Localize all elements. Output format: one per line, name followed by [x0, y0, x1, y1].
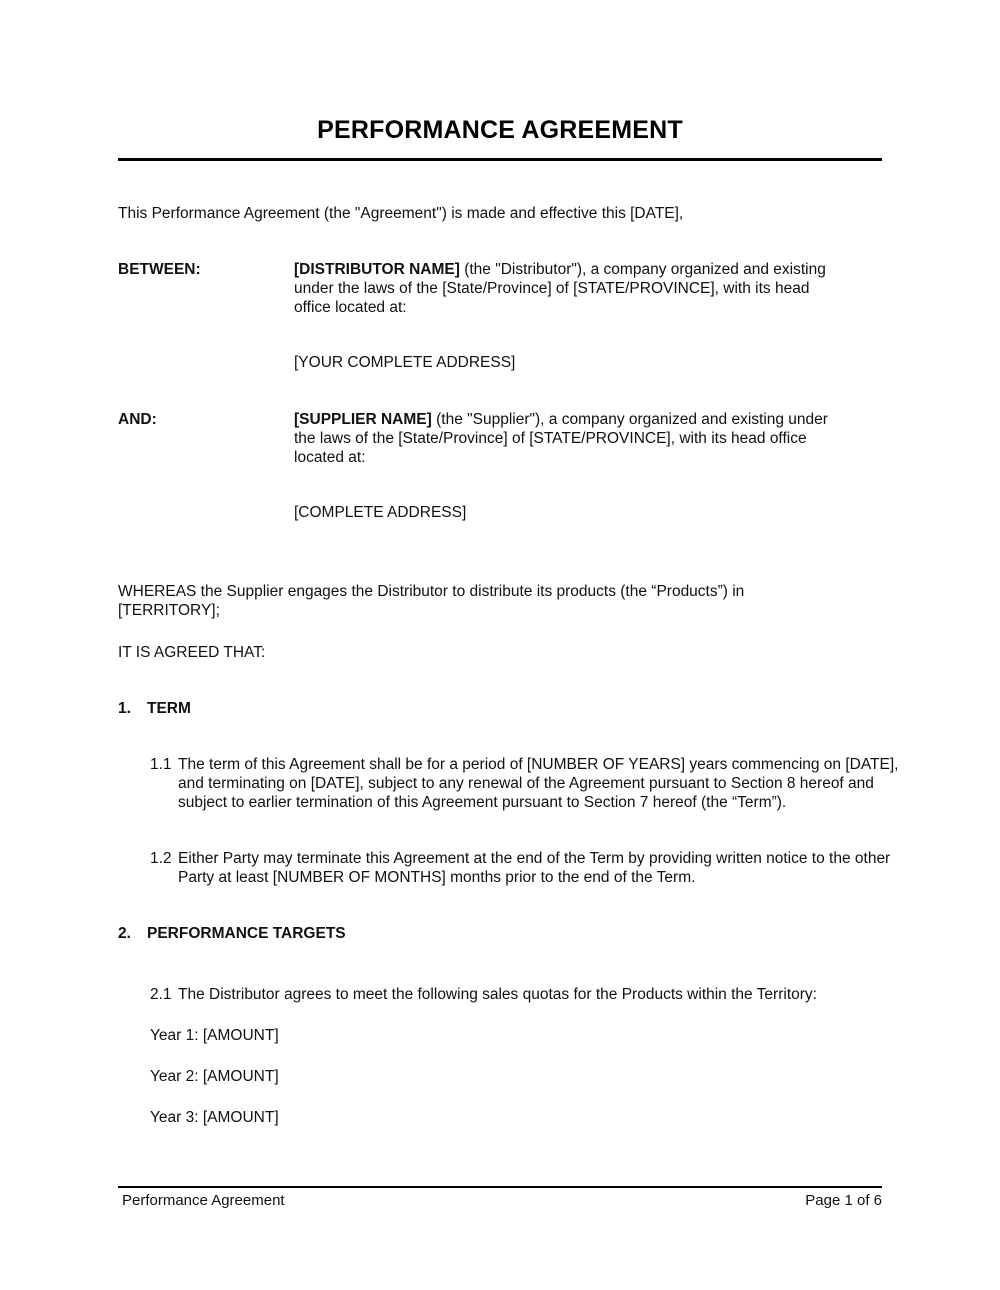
party-line: the laws of the [State/Province] of [STATE/PROVINCE], with its head office	[294, 430, 807, 447]
clause-2-1	[150, 985, 918, 1004]
footer-document-name: Performance Agreement	[122, 1192, 285, 1209]
party-line: (the "Distributor"), a company organized and existing	[459, 261, 826, 278]
document-title: PERFORMANCE AGREEMENT	[317, 116, 683, 144]
clause-number: 1.2	[150, 850, 172, 867]
distributor-address: [YOUR COMPLETE ADDRESS]	[294, 354, 516, 371]
quota-year-1: Year 1: [AMOUNT]	[150, 1027, 279, 1044]
section-heading-term	[118, 699, 191, 718]
agreed-paragraph: IT IS AGREED THAT:	[118, 644, 266, 661]
clause-1-2	[150, 849, 918, 887]
clause-text: The term of this Agreement shall be for a period of [NUMBER OF YEARS] years commencing on [DATE], and terminating on [DATE], subject to any renewal of the Agreement pursuant to Section 8 hereof and subject to earlier termination of this Agreement pursuant to Section 7 hereof (the “Term”).	[178, 756, 899, 811]
section-title: TERM	[147, 700, 191, 717]
party-line: (the "Supplier"), a company organized and existing under	[431, 411, 828, 428]
party-label-between: BETWEEN:	[118, 261, 201, 278]
party-line: under the laws of the [State/Province] of [STATE/PROVINCE], with its head	[294, 280, 810, 297]
title-divider	[118, 158, 882, 161]
party-line: office located at:	[294, 299, 407, 316]
footer-divider	[118, 1186, 882, 1188]
section-title: PERFORMANCE TARGETS	[147, 925, 346, 942]
supplier-name: [SUPPLIER NAME]	[294, 411, 432, 428]
clause-1-1	[150, 755, 918, 812]
section-number: 2.	[118, 925, 131, 942]
quota-year-2: Year 2: [AMOUNT]	[150, 1068, 279, 1085]
intro-paragraph: This Performance Agreement (the "Agreement") is made and effective this [DATE],	[118, 205, 684, 222]
party-label-and: AND:	[118, 411, 157, 428]
whereas-paragraph: WHEREAS the Supplier engages the Distributor to distribute its products (the “Products”) in [TERRITORY];	[118, 583, 745, 619]
section-number: 1.	[118, 700, 131, 717]
clause-number: 2.1	[150, 986, 172, 1003]
section-heading-performance-targets	[118, 924, 346, 943]
supplier-address: [COMPLETE ADDRESS]	[294, 504, 467, 521]
party-distributor	[294, 260, 874, 317]
clause-text: The Distributor agrees to meet the following sales quotas for the Products within the Territory:	[178, 986, 817, 1003]
party-line: located at:	[294, 449, 366, 466]
clause-text: Either Party may terminate this Agreement at the end of the Term by providing written notice to the other Party at least [NUMBER OF MONTHS] months prior to the end of the Term.	[178, 850, 891, 886]
clause-number: 1.1	[150, 756, 172, 773]
quota-year-3: Year 3: [AMOUNT]	[150, 1109, 279, 1126]
footer-page-number: Page 1 of 6	[805, 1192, 882, 1209]
party-supplier	[294, 410, 874, 467]
distributor-name: [DISTRIBUTOR NAME]	[294, 261, 460, 278]
